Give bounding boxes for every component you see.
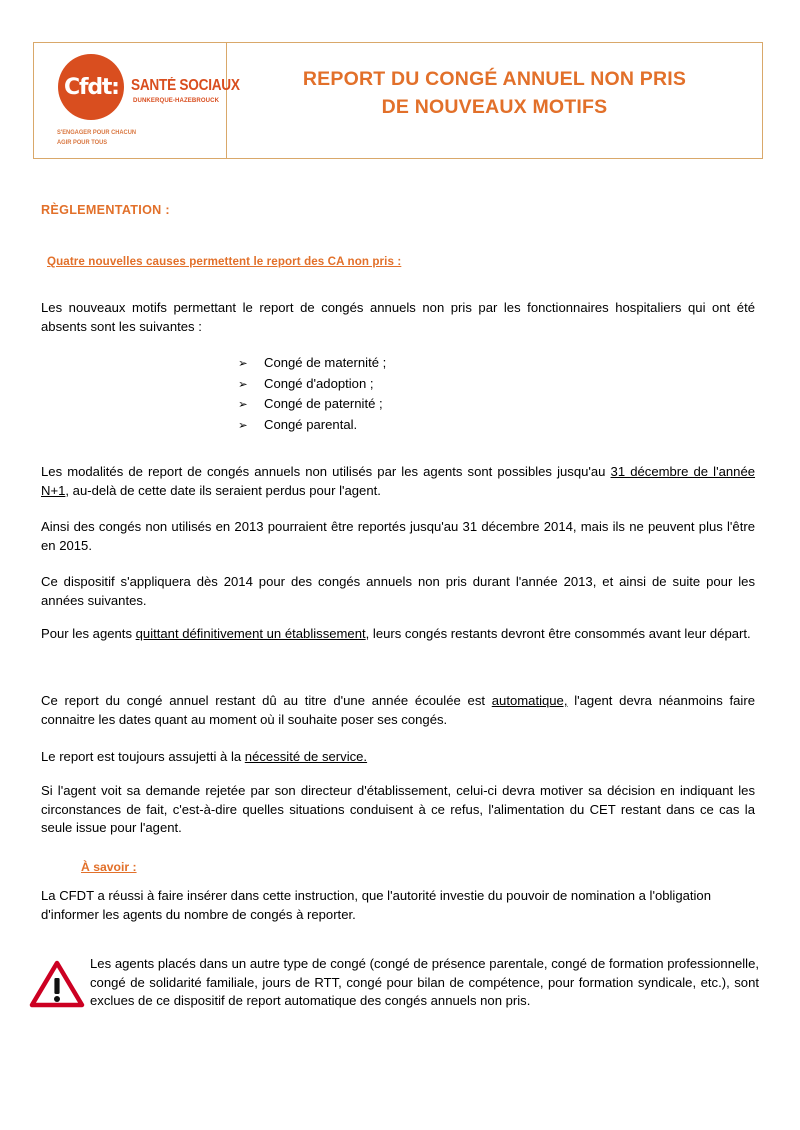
cfdt-wordmark: Cfdt: (64, 75, 119, 100)
paragraph-intro: Les nouveaux motifs permettant le report de congés annuels non pris par les fonctionnaires hospitaliers qui ont été absents sont les suivantes : (41, 300, 755, 334)
paragraph-report-part-2: l'agent devra néanmoins faire connaitre les dates quant au moment où il souhaite poser ses congés. (41, 693, 755, 727)
paragraph-assujetti (41, 748, 755, 767)
list-item (238, 415, 386, 436)
page-title-line-1: REPORT DU CONGÉ ANNUEL NON PRIS (302, 68, 687, 90)
list-item (238, 353, 386, 374)
warning-triangle-icon (29, 959, 85, 1009)
list-item-label: Congé parental. (264, 417, 358, 433)
paragraph-quittant-emphasis: quittant définitivement un établissement (135, 626, 366, 641)
bullet-arrow-icon: ➢ (238, 376, 248, 391)
list-item (238, 374, 386, 395)
heading-a-savoir: À savoir : (81, 860, 137, 874)
warning-text: Les agents placés dans un autre type de congé (congé de présence parentale, congé de formation professionnelle, congé de solidarité familiale, jours de RTT, congé pour bilan de compétence, pour formation syndicale, etc.), sont exclues de ce dispositif de report automatique des congés annuels non pris. (90, 956, 759, 1009)
list-item (238, 394, 386, 415)
paragraph-quittant-part-2: , leurs congés restants devront être consommés avant leur départ. (365, 626, 751, 641)
bullet-arrow-icon: ➢ (238, 418, 248, 433)
paragraph-dispositif: Ce dispositif s'appliquera dès 2014 pour des congés annuels non pris durant l'année 2013, et ainsi de suite pour les années suivantes. (41, 574, 755, 608)
region-label: DUNKERQUE-HAZEBROUCK (133, 97, 220, 104)
heading-reglementation: RÈGLEMENTATION : (41, 203, 170, 217)
page-title (303, 65, 686, 122)
header-logo-cell (33, 42, 240, 159)
logo-tagline-line-2: AGIR POUR TOUS (57, 139, 108, 147)
paragraph-ainsi: Ainsi des congés non utilisés en 2013 pourraient être reportés jusqu'au 31 décembre 2014, mais ils ne peuvent plus l'être en 2015. (41, 519, 755, 553)
paragraph-assujetti-part-1: Le report est toujours assujetti à la (41, 749, 245, 764)
paragraph-modalites-part-2: , au-delà de cette date ils seraient perdus pour l'agent. (65, 482, 381, 498)
federation-label: SANTÉ SOCIAUX (131, 77, 240, 94)
paragraph-cfdt: La CFDT a réussi à faire insérer dans cette instruction, que l'autorité investie du pouvoir de nomination a l'obligation d'informer les agents du nombre de congés à reporter. (41, 888, 711, 922)
list-item-label: Congé de paternité ; (264, 396, 383, 412)
paragraph-report-emphasis: automatique, (491, 693, 568, 708)
paragraph-modalites (41, 463, 755, 500)
document-header (33, 42, 763, 159)
bullet-arrow-icon: ➢ (238, 397, 248, 412)
logo-tagline (57, 128, 136, 149)
paragraph-modalites-part-1: Les modalités de report de congés annuels non utilisés par les agents sont possibles jusqu'au (41, 464, 611, 479)
motifs-list (238, 353, 386, 436)
paragraph-modalites-emphasis: 31 décembre de l'année N+1 (41, 464, 756, 498)
logo-tagline-line-1: S'ENGAGER POUR CHACUN (57, 129, 137, 136)
bullet-arrow-icon: ➢ (238, 356, 248, 370)
paragraph-report-part-1: Ce report du congé annuel restant dû au titre d'une année écoulée est (41, 693, 492, 708)
heading-quatre-causes: Quatre nouvelles causes permettent le report des CA non pris : (47, 255, 402, 268)
header-title-cell (227, 42, 763, 159)
list-item-label: Congé d'adoption ; (264, 375, 374, 391)
paragraph-report-automatique (41, 692, 755, 729)
list-item-label: Congé de maternité ; (264, 355, 387, 370)
paragraph-refus: Si l'agent voit sa demande rejetée par son directeur d'établissement, celui-ci devra motiver sa décision en indiquant les circonstances de fait, c'est-à-dire quelles situations conduisent à ce refus, l'alimentation du CET restant dans ce cas la seule issue pour l'agent. (41, 783, 755, 836)
paragraph-assujetti-emphasis: nécessité de service. (244, 749, 368, 764)
warning-block (29, 955, 759, 1011)
paragraph-quittant-part-1: Pour les agents (41, 626, 136, 641)
paragraph-quittant (41, 625, 755, 644)
page-title-line-2: DE NOUVEAUX MOTIFS (381, 96, 608, 119)
